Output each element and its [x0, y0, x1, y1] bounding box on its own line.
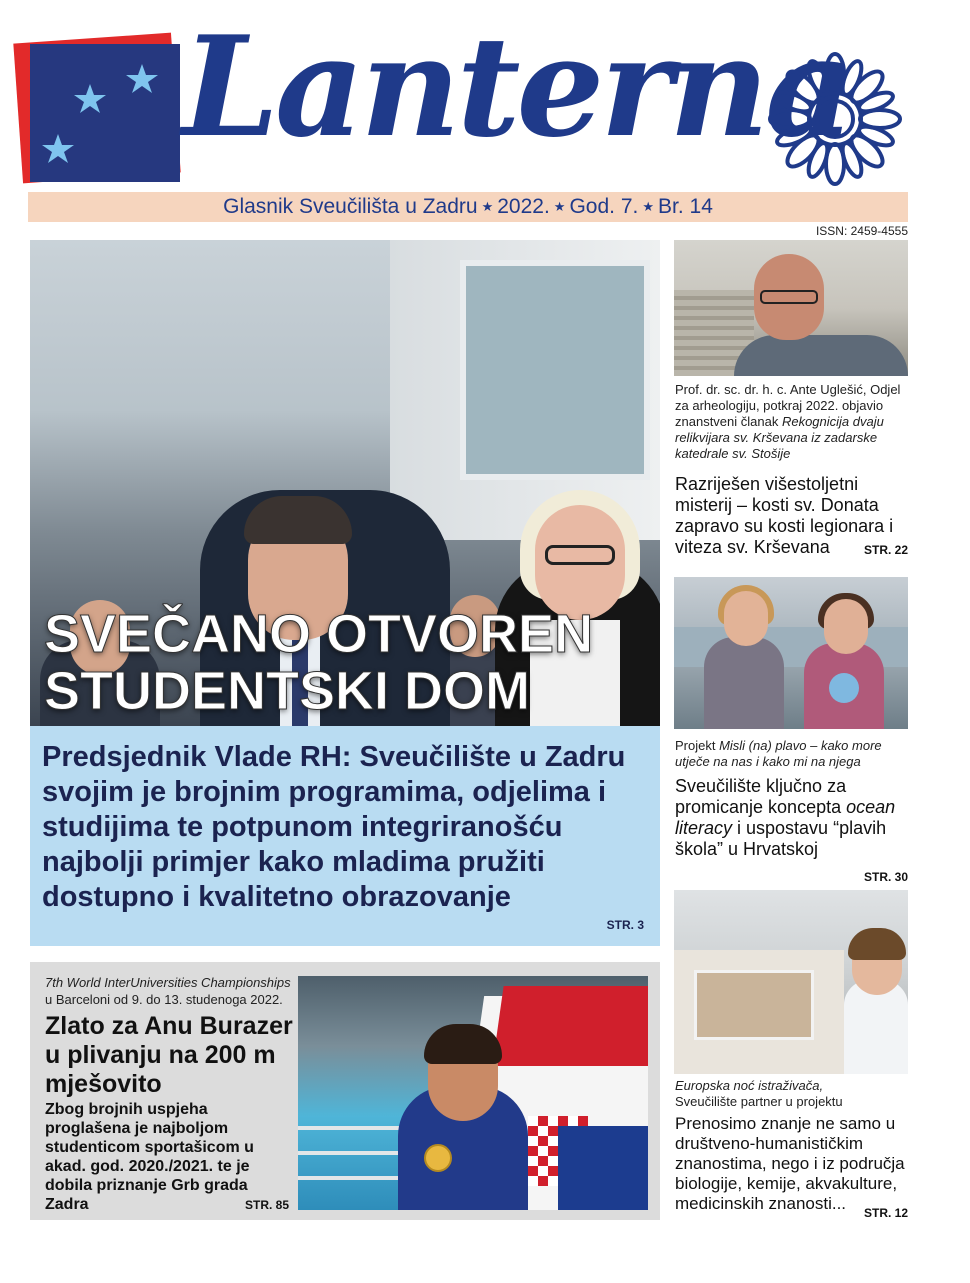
- sidebar-story3-page-ref: STR. 12: [863, 1206, 908, 1220]
- main-headline-line2: STUDENTSKI DOM: [44, 661, 530, 721]
- sidebar-story2-photo[interactable]: [674, 577, 908, 729]
- sidebar-story1-title[interactable]: Razriješen višestoljetni misterij – kosti sv. Donata zapravo su kosti legionara i viteza sv. Krševana: [675, 474, 894, 557]
- logo-stars-icon: [30, 44, 180, 182]
- lantern-flower-icon: [740, 44, 930, 194]
- sports-body: Zbog brojnih uspjeha proglašena je najboljom studenticom sportašicom u akad. god. 2020./2021. te je dobila priznanje Grb grada Zadra: [45, 1101, 254, 1213]
- sidebar-story2-caption: [675, 738, 907, 770]
- sports-kicker-event: 7th World InterUniversities Championships: [45, 975, 291, 990]
- medal-icon: [424, 1144, 452, 1172]
- logo-wordmark: Lanterna: [182, 5, 851, 168]
- tagline-year: 2022.: [497, 195, 550, 218]
- sports-kicker-location: u Barceloni od 9. do 13. studenoga 2022.: [45, 992, 283, 1007]
- sports-page-ref: STR. 85: [245, 1198, 290, 1212]
- sidebar-story2-caption-project: Misli (na) plavo – kako more utječe na nas i kako mi na njega: [675, 738, 882, 769]
- main-page-ref: STR. 3: [606, 918, 644, 932]
- sidebar-story2-page-ref: STR. 30: [863, 870, 908, 884]
- tagline-volume: God. 7.: [569, 195, 639, 218]
- sidebar-story1-caption: [675, 382, 907, 462]
- sidebar-story3-caption-event: Europska noć istraživača,: [675, 1078, 824, 1093]
- sports-kicker: [45, 974, 295, 1008]
- tagline-bar: [28, 192, 908, 222]
- star-icon: ★: [642, 199, 654, 214]
- tagline-issue: Br. 14: [658, 195, 713, 218]
- sidebar-story1-photo[interactable]: [674, 240, 908, 376]
- sports-title: Zlato za Anu Burazer u plivanju na 200 m mješovito: [45, 1012, 293, 1098]
- star-icon: ★: [481, 199, 494, 214]
- logo-flag-blue: [30, 44, 180, 182]
- star-icon: ★: [553, 199, 566, 214]
- tagline: [28, 192, 908, 222]
- sports-story-box[interactable]: [30, 962, 660, 1220]
- tagline-publication: Glasnik Sveučilišta u Zadru: [223, 195, 478, 218]
- sidebar-story3-caption-text: Sveučilište partner u projektu: [675, 1094, 843, 1109]
- sidebar-story2-title-b: i uspostavu “plavih škola” u Hrvatskoj: [675, 818, 887, 859]
- sidebar-story1-caption-text: Prof. dr. sc. dr. h. c. Ante Uglešić, Odjel za arheologiju, potkraj 2022. objavio znanstveni članak: [675, 382, 901, 429]
- sidebar-story2-caption-text: Projekt: [675, 738, 720, 753]
- issn: ISSN: 2459-4555: [815, 224, 908, 238]
- sidebar-story3-photo[interactable]: [674, 890, 908, 1074]
- sidebar-story1-page-ref: STR. 22: [863, 543, 908, 557]
- main-lead-box[interactable]: [30, 726, 660, 946]
- sidebar-story3-caption: [675, 1078, 907, 1110]
- main-headline-line1: SVEČANO OTVOREN: [44, 604, 594, 664]
- sidebar-story1-caption-article: Rekognicija dvaju relikvijara sv. Krševana iz zadarske katedrale sv. Stošije: [675, 414, 884, 461]
- sidebar-story3-title[interactable]: Prenosimo znanje ne samo u društveno-humanističkim znanostima, nego i iz područja biologije, kemije, akvakulture, medicinskih znanosti...: [675, 1114, 905, 1213]
- sidebar-story2-title-a: Sveučilište ključno za promicanje koncepta: [675, 776, 847, 817]
- main-headline[interactable]: [44, 606, 593, 720]
- sports-photo[interactable]: [298, 976, 648, 1210]
- main-lead-text: Predsjednik Vlade RH: Sveučilište u Zadru svojim je brojnim programima, odjelima i studijima te potpunom integriranošću najbolji primjer kako mladima pružiti dostupno i kvalitetno obrazovanje: [42, 741, 626, 913]
- sidebar-story2-title-term: ocean literacy: [675, 797, 896, 838]
- sidebar-story2-title[interactable]: [675, 776, 907, 860]
